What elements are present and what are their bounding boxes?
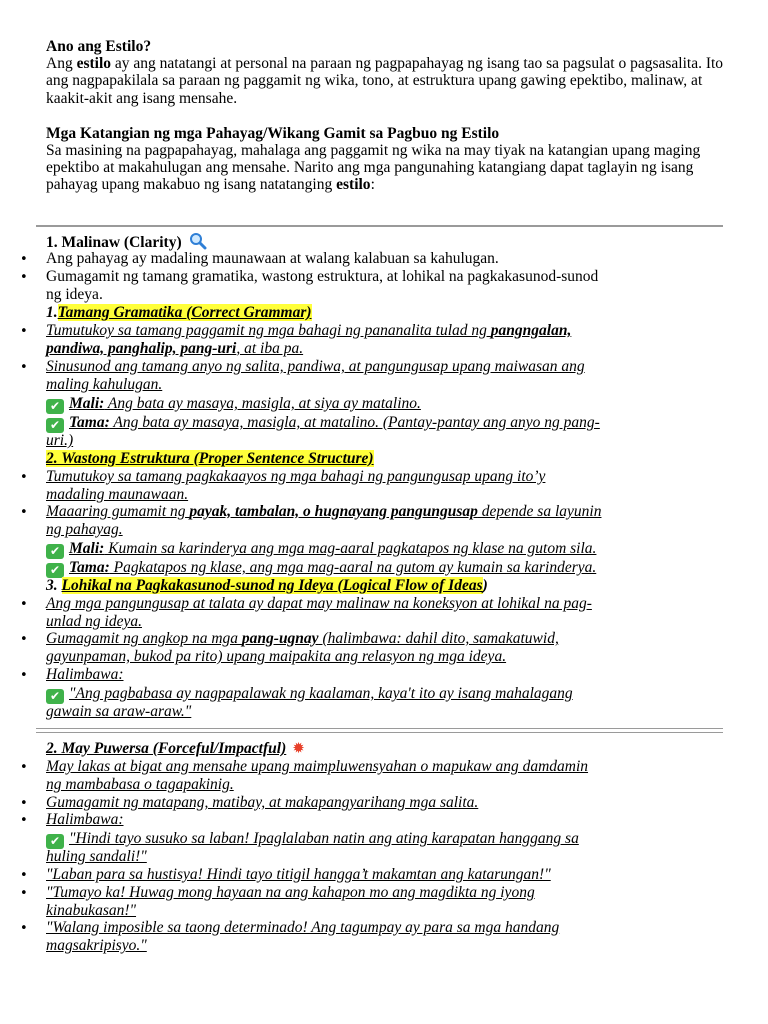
list-item: Gumagamit ng matapang, matibay, at makapangyarihang mga salita. xyxy=(46,794,479,811)
bullet: • xyxy=(20,760,28,775)
check-mark-icon: ✔ xyxy=(46,563,64,578)
subheading-tamang-gramatika: 1.Tamang Gramatika (Correct Grammar) xyxy=(46,304,312,321)
bullet: • xyxy=(20,796,28,811)
example-tama: ✔ Tama: Pagkatapos ng klase, ang mga mag-aaral na gutom ay kumain sa karinderya. xyxy=(46,559,596,578)
heading-katangian: Mga Katangian ng mga Pahayag/Wikang Gamit sa Pagbuo ng Estilo xyxy=(46,124,500,142)
list-item-continued: kinabukasan!" xyxy=(46,902,137,919)
example-mali: ✔ Mali: Ang bata ay masaya, masigla, at siya ay matalino. xyxy=(46,395,421,414)
list-item: Gumagamit ng tamang gramatika, wastong estruktura, at lohikal na pagkakasunod-sunod xyxy=(46,268,599,285)
example-quote: ✔ "Hindi tayo susuko sa laban! Ipaglalaban natin ang ating karapatan hanggang sa xyxy=(46,830,579,849)
list-item: Maaaring gumamit ng payak, tambalan, o hugnayang pangungusap depende sa layunin xyxy=(46,503,602,520)
section-title-may-puwersa: 2. May Puwersa (Forceful/Impactful) ✹ xyxy=(46,739,305,757)
check-mark-icon: ✔ xyxy=(46,544,64,559)
bullet: • xyxy=(20,360,28,375)
list-item: Ang mga pangungusap at talata ay dapat may malinaw na koneksyon at lohikal na pag- xyxy=(46,595,592,612)
check-mark-icon: ✔ xyxy=(46,399,64,414)
list-item-continued: unlad ng ideya. xyxy=(46,613,142,630)
list-item-continued: gayunpaman, bukod pa rito) upang maipakita ang relasyon ng mga ideya. xyxy=(46,648,507,665)
paragraph-katangian: Sa masining na pagpapahayag, mahalaga ang paggamit ng wika na may tiyak na katangian upang maging epektibo at makahulugan ang mensahe. Narito ang mga pangunahing katangiang dapat taglayin ng isang pahayag upang makabuo ng isang natatanging estilo: xyxy=(46,142,701,194)
bullet: • xyxy=(20,632,28,647)
bullet: • xyxy=(20,324,28,339)
example-tama-continued: uri.) xyxy=(46,432,74,449)
magnifying-glass-icon xyxy=(189,232,207,250)
heading-ano-ang-estilo: Ano ang Estilo? xyxy=(46,38,152,55)
list-item: Halimbawa: xyxy=(46,811,124,828)
bullet: • xyxy=(20,668,28,683)
list-item: May lakas at bigat ang mensahe upang maimpluwensyahan o mapukaw ang damdamin xyxy=(46,758,589,775)
list-item: Ang pahayag ay madaling maunawaan at walang kalabuan sa kahulugan. xyxy=(46,250,499,267)
list-item: Tumutukoy sa tamang pagkakaayos ng mga bahagi ng pangungusap upang ito’y xyxy=(46,468,546,485)
list-item-continued: madaling maunawaan. xyxy=(46,486,189,503)
list-item-continued: ng pahayag. xyxy=(46,521,123,538)
bullet: • xyxy=(20,252,28,267)
subheading-wastong-estruktura: 2. Wastong Estruktura (Proper Sentence Structure) xyxy=(46,450,374,467)
list-item: "Tumayo ka! Huwag mong hayaan na ang kahapon mo ang magdikta ng iyong xyxy=(46,884,535,901)
divider xyxy=(36,225,723,227)
list-item: "Laban para sa hustisya! Hindi tayo titigil hangga’t makamtan ang katarungan!" xyxy=(46,866,551,883)
bullet: • xyxy=(20,886,28,901)
example-quote-continued: huling sandali!" xyxy=(46,848,147,865)
paragraph-estilo-definition: Ang estilo ay ang natatangi at personal na paraan ng pagpapahayag ng isang tao sa pagsulat o pagsasalita. Ito ang nagpapakilala sa paraan ng paggamit ng wika, tono, at estruktura upang gawing epektibo, malinaw, at kaakit-akit ang isang mensahe. xyxy=(46,55,724,107)
bullet: • xyxy=(20,813,28,828)
bullet: • xyxy=(20,470,28,485)
bullet: • xyxy=(20,270,28,285)
example-tama: ✔ Tama: Ang bata ay masaya, masigla, at matalino. (Pantay-pantay ang anyo ng pang- xyxy=(46,414,600,433)
list-item-continued: ng ideya. xyxy=(46,286,103,303)
bullet: • xyxy=(20,868,28,883)
list-item-continued: pandiwa, panghalip, pang-uri, at iba pa. xyxy=(46,340,304,357)
collision-icon: ✹ xyxy=(292,739,305,757)
example-mali: ✔ Mali: Kumain sa karinderya ang mga mag-aaral pagkatapos ng klase na gutom sila. xyxy=(46,540,596,559)
bullet: • xyxy=(20,505,28,520)
list-item: Tumutukoy sa tamang paggamit ng mga bahagi ng pananalita tulad ng pangngalan, xyxy=(46,322,572,339)
list-item: Halimbawa: xyxy=(46,666,124,683)
bullet: • xyxy=(20,597,28,612)
section-title-malinaw: 1. Malinaw (Clarity) xyxy=(46,232,207,252)
bullet: • xyxy=(20,921,28,936)
example-quote: ✔ "Ang pagbabasa ay nagpapalawak ng kaalaman, kaya't ito ay isang mahalagang xyxy=(46,685,573,704)
example-quote-continued: gawain sa araw-araw." xyxy=(46,703,192,720)
subheading-lohikal: 3. Lohikal na Pagkakasunod-sunod ng Ideya (Logical Flow of Ideas) xyxy=(46,577,488,594)
check-mark-icon: ✔ xyxy=(46,834,64,849)
check-mark-icon: ✔ xyxy=(46,418,64,433)
double-divider xyxy=(36,728,723,733)
list-item: Gumagamit ng angkop na mga pang-ugnay (halimbawa: dahil dito, samakatuwid, xyxy=(46,630,559,647)
list-item-continued: magsakripisyo." xyxy=(46,937,147,954)
list-item-continued: maling kahulugan. xyxy=(46,376,163,393)
intro-section xyxy=(46,38,736,194)
check-mark-icon: ✔ xyxy=(46,689,64,704)
list-item: "Walang imposible sa taong determinado! Ang tagumpay ay para sa mga handang xyxy=(46,919,560,936)
list-item: Sinusunod ang tamang anyo ng salita, pandiwa, at pangungusap upang maiwasan ang xyxy=(46,358,585,375)
list-item-continued: ng mambabasa o tagapakinig. xyxy=(46,776,234,793)
